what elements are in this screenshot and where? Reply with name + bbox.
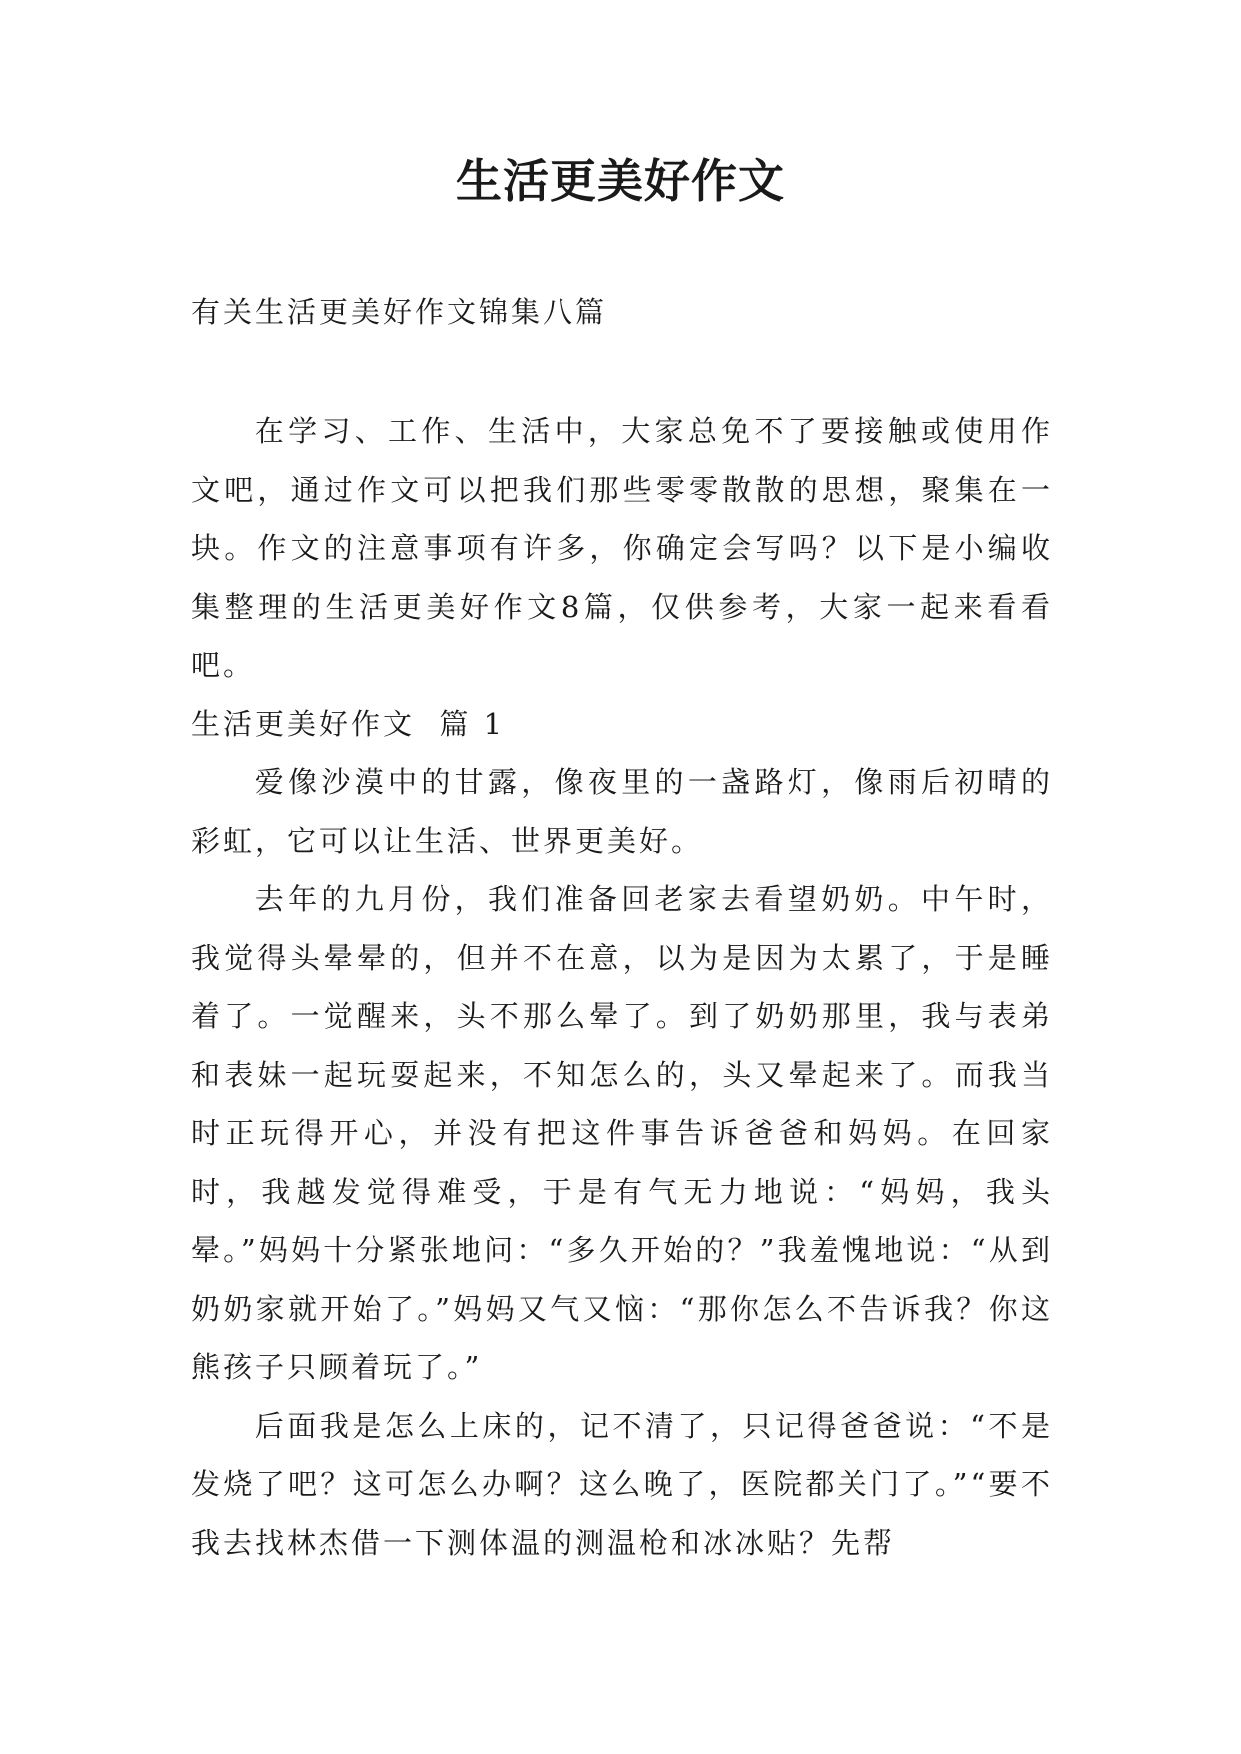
document-body	[191, 402, 1053, 1572]
document-subtitle: 有关生活更美好作文锦集八篇	[191, 295, 608, 329]
document-title: 生活更美好作文	[456, 154, 785, 208]
body-paragraph: 爱像沙漠中的甘露，像夜里的一盏路灯，像雨后初晴的彩虹，它可以让生活、世界更美好。	[191, 765, 1053, 858]
section-heading: 生活更美好作文 篇 1	[191, 706, 506, 741]
body-paragraph: 后面我是怎么上床的，记不清了，只记得爸爸说：“不是发烧了吧？这可怎么办啊？这么晚了，医院都关门了。”“要不我去找林杰借一下测体温的测温枪和冰冰贴？先帮	[191, 1408, 1053, 1560]
intro-paragraph: 在学习、工作、生活中，大家总免不了要接触或使用作文吧，通过作文可以把我们那些零零散散的思想，聚集在一块。作文的注意事项有许多，你确定会写吗？以下是小编收集整理的生活更美好作文8篇，仅供参考，大家一起来看看吧。	[191, 414, 1053, 682]
body-paragraph: 去年的九月份，我们准备回老家去看望奶奶。中午时，我觉得头晕晕的，但并不在意，以为是因为太累了，于是睡着了。一觉醒来，头不那么晕了。到了奶奶那里，我与表弟和表妹一起玩耍起来，不知怎么的，头又晕起来了。而我当时正玩得开心，并没有把这件事告诉爸爸和妈妈。在回家时，我越发觉得难受，于是有气无力地说：“妈妈，我头晕。”妈妈十分紧张地问：“多久开始的？”我羞愧地说：“从到奶奶家就开始了。”妈妈又气又恼：“那你怎么不告诉我？你这熊孩子只顾着玩了。”	[191, 882, 1053, 1384]
